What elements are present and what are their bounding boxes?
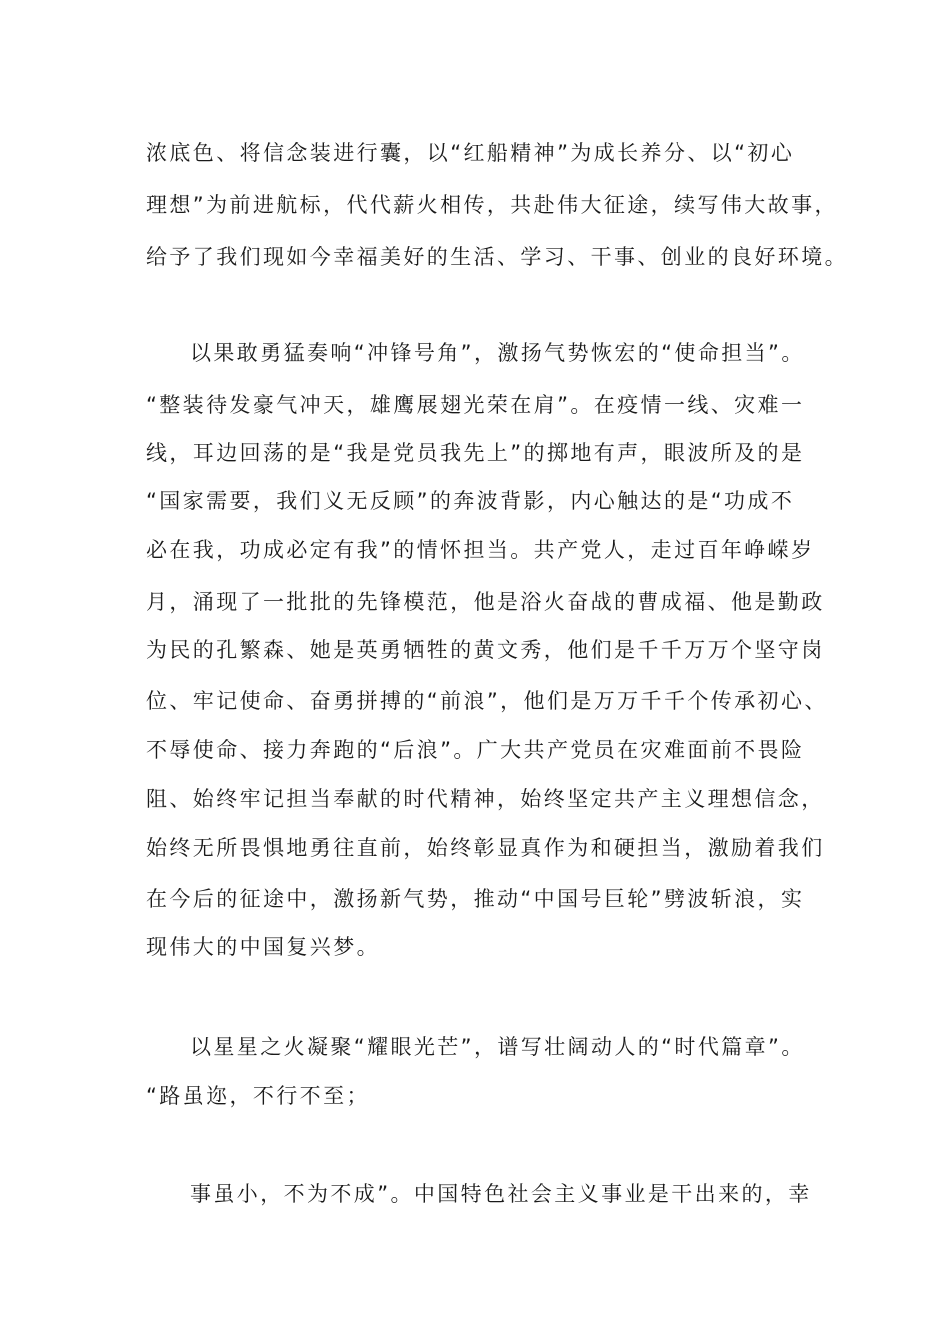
paragraph-2-line-3: 线，耳边回荡的是“我是党员我先上”的掷地有声，眼波所及的是 [146, 441, 805, 465]
paragraph-2-line-7: 为民的孔繁森、她是英勇牺牲的黄文秀，他们是千千万万个坚守岗 [146, 638, 825, 662]
paragraph-4-line-1: 事虽小，不为不成”。中国特色社会主义事业是干出来的，幸 [190, 1182, 812, 1206]
paragraph-2-line-9: 不辱使命、接力奔跑的“后浪”。广大共产党员在灾难面前不畏险 [146, 738, 805, 762]
paragraph-1-line-3: 给予了我们现如今幸福美好的生活、学习、干事、创业的良好环境。 [146, 245, 848, 269]
paragraph-1-line-1: 浓底色、将信念装进行囊，以“红船精神”为成长养分、以“初心 [146, 141, 795, 165]
paragraph-2-line-10: 阻、始终牢记担当奉献的时代精神，始终坚定共产主义理想信念， [146, 787, 825, 811]
paragraph-2-line-6: 月，涌现了一批批的先锋模范，他是浴火奋战的曹成福、他是勤政 [146, 590, 825, 614]
paragraph-1-line-2: 理想”为前进航标，代代薪火相传，共赴伟大征途，续写伟大故事， [146, 193, 838, 217]
paragraph-2-line-11: 始终无所畏惧地勇往直前，始终彰显真作为和硬担当，激励着我们 [146, 836, 825, 860]
paragraph-2-line-12: 在今后的征途中，激扬新气势，推动“中国号巨轮”劈波斩浪，实 [146, 887, 805, 911]
paragraph-2-line-8: 位、牢记使命、奋勇拼搏的“前浪”，他们是万万千千个传承初心、 [146, 689, 828, 713]
paragraph-3-line-2: “路虽迩，不行不至； [146, 1084, 370, 1108]
paragraph-2-line-2: “整装待发豪气冲天，雄鹰展翅光荣在肩”。在疫情一线、灾难一 [146, 393, 805, 417]
paragraph-2-line-5: 必在我，功成必定有我”的情怀担当。共产党人，走过百年峥嵘岁 [146, 538, 815, 562]
paragraph-2-line-4: “国家需要，我们义无反顾”的奔波背影，内心触达的是“功成不 [146, 489, 795, 513]
paragraph-2-line-1: 以果敢勇猛奏响“冲锋号角”，激扬气势恢宏的“使命担当”。 [190, 341, 805, 365]
paragraph-2-line-13: 现伟大的中国复兴梦。 [146, 935, 380, 959]
paragraph-3-line-1: 以星星之火凝聚“耀眼光芒”，谱写壮阔动人的“时代篇章”。 [190, 1035, 805, 1059]
